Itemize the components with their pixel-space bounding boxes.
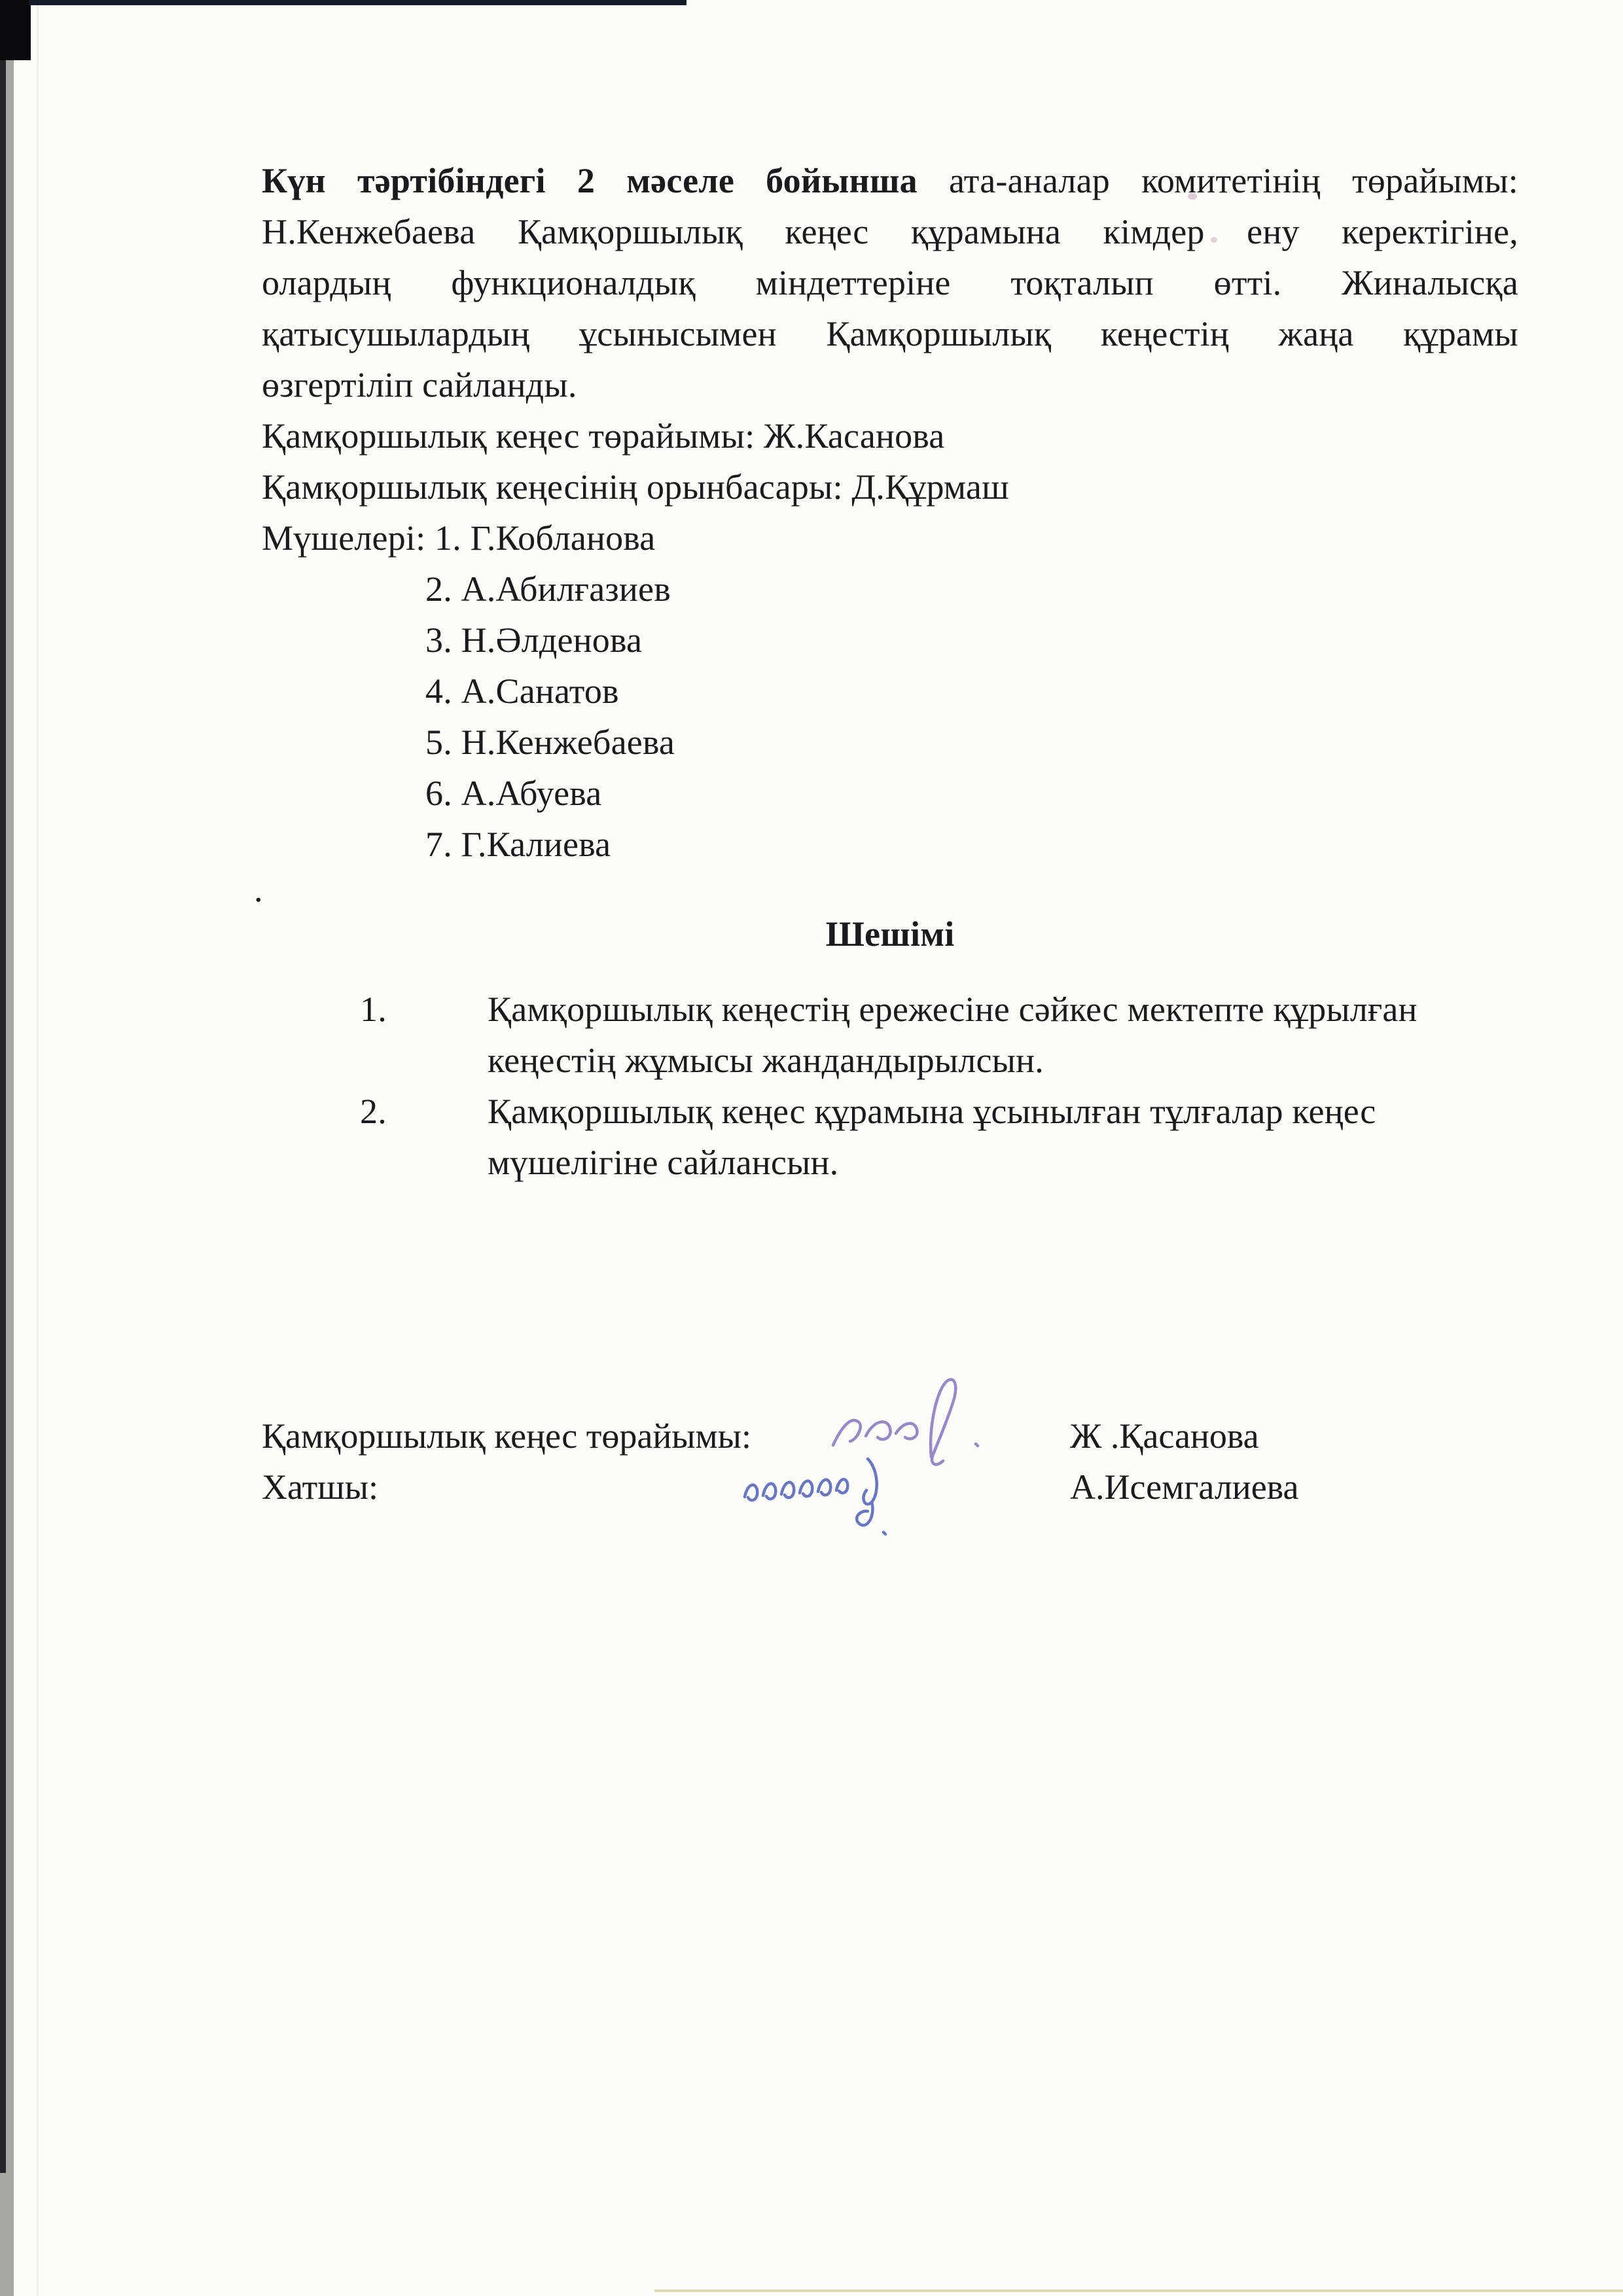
member-number: 5. [425, 723, 452, 762]
decision-heading: Шешімі [825, 914, 955, 954]
paragraph-line-5: өзгертіліп сайланды. [262, 365, 577, 404]
document-body [262, 155, 1518, 1188]
member-name: Н.Әлденова [461, 620, 643, 660]
agenda-rest: ата-аналар комитетінің төрайымы: [948, 161, 1518, 200]
chair-line: Қамқоршылық кеңес төрайымы: Ж.Касанова [262, 416, 945, 456]
signature-label: Хатшы: [262, 1467, 379, 1507]
decision-number: 2. [360, 1092, 387, 1131]
stray-period-mark: . [254, 870, 263, 909]
signature-stroke-secretary [745, 1459, 885, 1534]
member-row [262, 564, 1518, 615]
member-row [262, 819, 1518, 870]
member-number: 6. [425, 774, 452, 813]
decision-text: Қамқоршылық кеңестің ережесіне сәйкес мектепте құрылған [488, 990, 1418, 1029]
member-row [262, 615, 1518, 666]
member-name: А.Санатов [461, 672, 619, 711]
member-number: 2. [425, 569, 452, 609]
signature-label: Қамқоршылық кеңес төрайымы: [262, 1416, 751, 1456]
members-first-row [262, 512, 1518, 564]
member-name: Г.Калиева [461, 825, 611, 864]
signatory-name: А.Исемгалиева [1070, 1467, 1299, 1507]
paragraph-line-3: олардың функционалдық міндеттеріне тоқталып өтті. Жиналысқа [262, 263, 1518, 302]
paragraph-line-1 [262, 155, 1518, 206]
scan-edge-left-dark [0, 0, 6, 2173]
page-fold-line [37, 0, 39, 2296]
scan-top-edge-line [29, 0, 687, 5]
paragraph-line-4: қатысушылардың ұсынысымен Қамқоршылық кеңестің жаңа құрамы [262, 314, 1518, 353]
decision-text: Қамқоршылық кеңес құрамына ұсынылған тұлғалар кеңес [488, 1092, 1376, 1131]
handwritten-signature-secretary [740, 1450, 923, 1538]
member-row [262, 768, 1518, 819]
member-name: А.Абилғазиев [461, 569, 671, 609]
member-row [262, 666, 1518, 717]
member-number: 3. [425, 620, 452, 660]
decision-item-1-line-1 [262, 984, 1518, 1035]
member-number: 7. [425, 825, 452, 864]
decision-number: 1. [360, 990, 387, 1029]
deputy-line: Қамқоршылық кеңесінің орынбасары: Д.Құрмаш [262, 467, 1009, 507]
decision-list [262, 984, 1518, 1188]
decision-item-1-line-2: кеңестің жұмысы жандандырылсын. [488, 1041, 1044, 1080]
scan-bottom-edge-line [654, 2289, 1623, 2292]
member-number: 1. [435, 518, 461, 558]
members-label: Мүшелері: [262, 518, 426, 558]
member-number: 4. [425, 672, 452, 711]
scan-corner-top-left [0, 0, 31, 60]
member-name: Н.Кенжебаева [461, 723, 675, 762]
signatory-name: Ж .Қасанова [1070, 1416, 1259, 1456]
member-row [262, 717, 1518, 768]
decision-item-2-line-1 [262, 1086, 1518, 1137]
member-name: А.Абуева [461, 774, 602, 813]
agenda-bold-phrase: Күн тәртібіндегі 2 мәселе бойынша [262, 161, 918, 200]
decision-item-2-line-2: мүшелігіне сайлансын. [488, 1143, 839, 1182]
member-name: Г.Кобланова [470, 518, 656, 558]
paragraph-line-2: Н.Кенжебаева Қамқоршылық кеңес құрамына кімдер ену керектігіне, [262, 212, 1518, 251]
